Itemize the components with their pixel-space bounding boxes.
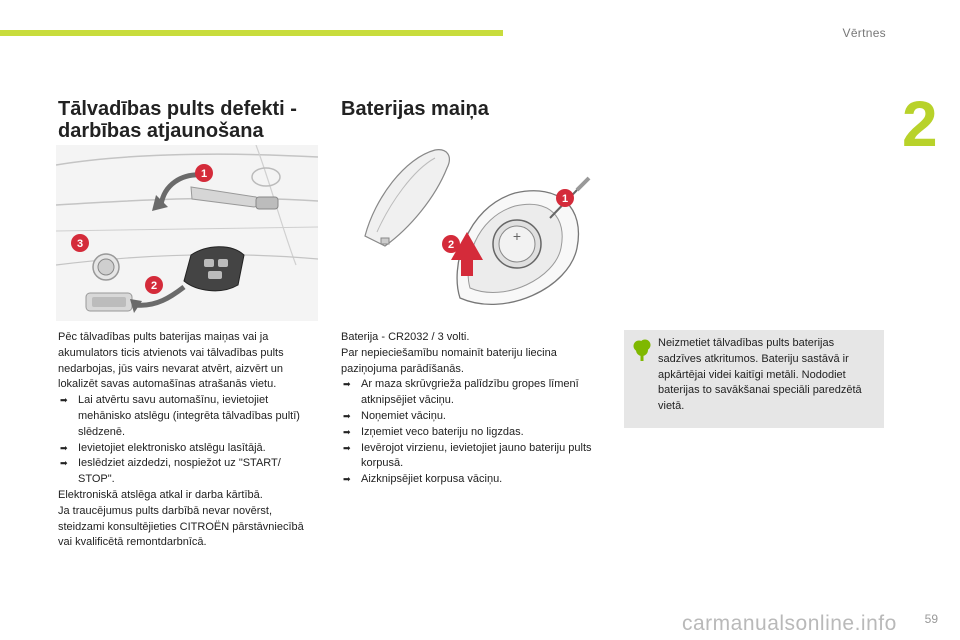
battery-spec: Baterija - CR2032 / 3 volti. [341, 331, 470, 343]
environment-note [624, 330, 884, 428]
battery-steps [341, 377, 603, 488]
arrow-bullet-icon: ➡ [60, 442, 68, 453]
right-callout-2: 2 [447, 239, 455, 251]
svg-text:+: + [512, 228, 522, 244]
battery-notice: Par nepieciešamību nomainīt bateriju liecina paziņojuma parādīšanās. [341, 346, 557, 375]
outro-line: Elektroniskā atslēga atkal ir darba kārtībā. [58, 488, 263, 501]
arrow-bullet-icon: ➡ [343, 442, 351, 453]
tree-icon [632, 338, 652, 362]
arrow-bullet-icon: ➡ [60, 395, 68, 406]
remote-recovery-text [58, 330, 316, 551]
chapter-number: 2 [902, 88, 938, 160]
remote-failure-illustration [56, 145, 318, 321]
arrow-bullet-icon: ➡ [343, 410, 351, 421]
arrow-bullet-icon: ➡ [60, 458, 68, 469]
battery-heading: Baterijas maiņa [341, 98, 489, 120]
intro-paragraph: Pēc tālvadības pults baterijas maiņas vai ja akumulators ticis atvienots vai tālvadības pults nedarbojas, jūs vairs nevarat atvērt, aizvērt un lokalizēt savas automašīnas atrašanās vietu. [58, 331, 284, 391]
list-item: ➡ Izņemiet veco bateriju no ligzdas. [341, 425, 603, 441]
right-callout-1: 1 [561, 193, 569, 205]
recovery-steps [58, 393, 316, 488]
page-number: 59 [924, 612, 938, 626]
left-callout-3: 3 [76, 238, 84, 250]
list-item: ➡ Ievietojiet elektronisko atslēgu lasītājā. [58, 441, 316, 457]
outro-line: Ja traucējumus pults darbībā nevar novērst, steidzami konsultējieties CITROËN pārstāvniecībā vai kvalificētā remontdarbnīcā. [58, 504, 304, 549]
arrow-bullet-icon: ➡ [343, 426, 351, 437]
section-title: Vērtnes [842, 26, 886, 40]
list-item: ➡ Ievērojot virzienu, ievietojiet jauno bateriju pults korpusā. [343, 441, 592, 470]
header-accent-bar [0, 30, 503, 36]
list-item: ➡ Ar maza skrūvgrieža palīdzību gropes līmenī atknipsējiet vāciņu. [343, 378, 579, 407]
note-text: Neizmetiet tālvadības pults baterijas sadzīves atkritumos. Bateriju sastāvā ir apkārtējai videi kaitīgi metāli. Nododiet baterijas to savākšanai speciāli paredzētā vietā. [658, 337, 862, 413]
list-item: ➡ Lai atvērtu savu automašīnu, ievietojiet mehānisko atslēgu (integrēta tālvadības pultī) slēdzenē. [60, 394, 300, 438]
list-item: ➡ Ieslēdziet aizdedzi, nospiežot uz "START/ STOP". [60, 457, 281, 486]
battery-replacement-illustration [355, 148, 605, 316]
watermark: carmanualsonline.info [682, 612, 897, 635]
arrow-bullet-icon: ➡ [343, 379, 351, 390]
list-item: ➡ Aizknipsējiet korpusa vāciņu. [341, 472, 603, 488]
battery-change-text [341, 330, 603, 488]
arrow-bullet-icon: ➡ [343, 474, 351, 485]
left-callout-1: 1 [200, 168, 208, 180]
left-heading: Tālvadības pults defekti - darbības atjaunošana [58, 98, 297, 142]
list-item: ➡ Noņemiet vāciņu. [341, 409, 603, 425]
left-callout-2: 2 [150, 280, 158, 292]
